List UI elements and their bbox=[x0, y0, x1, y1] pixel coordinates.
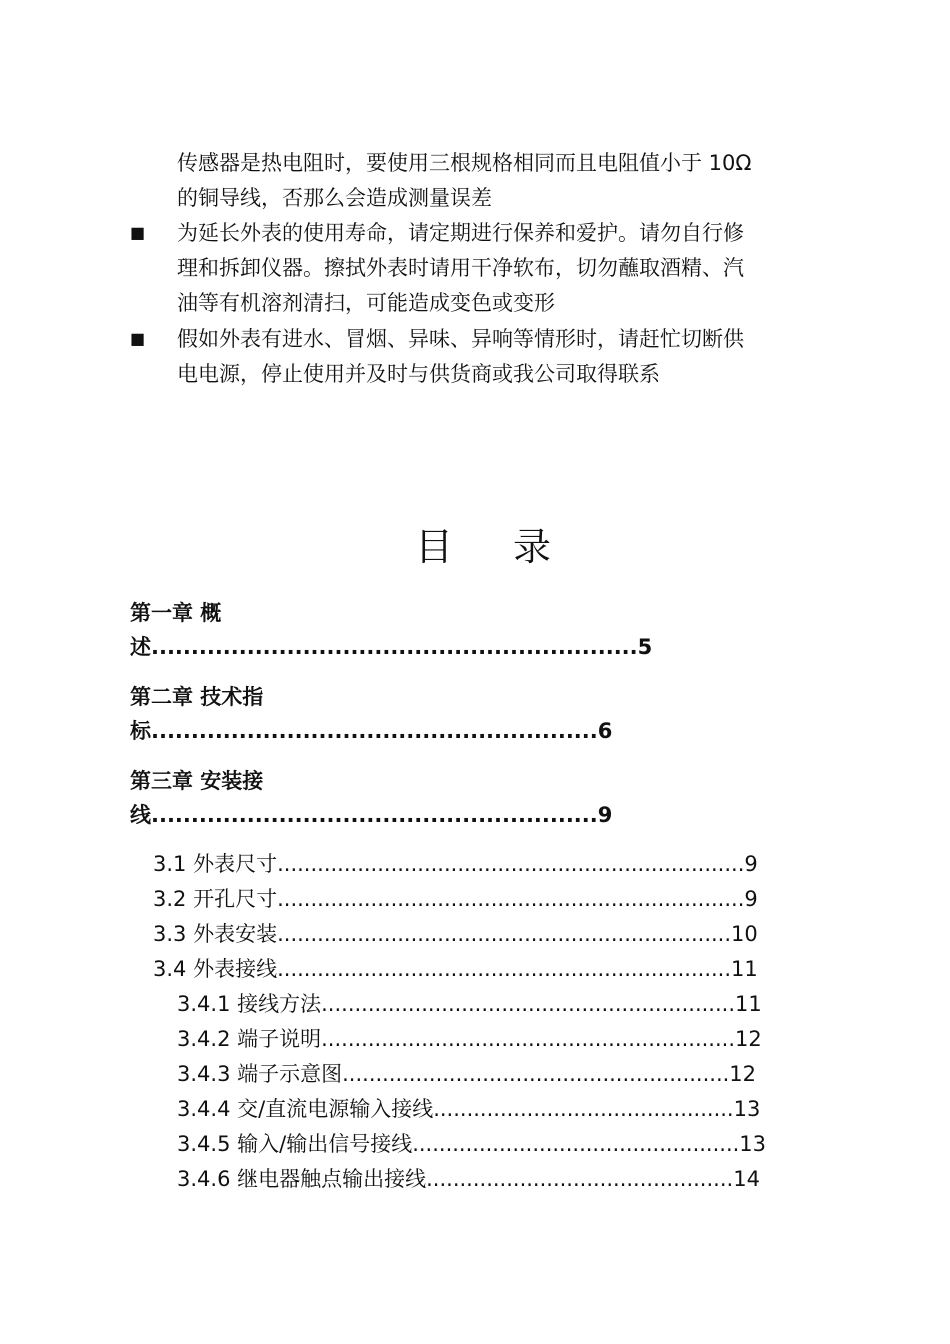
toc-chapter-2-text: 标 bbox=[130, 719, 151, 743]
toc-entry[interactable] bbox=[153, 886, 758, 912]
bullet-1-line-3: 油等有机溶剂清扫，可能造成变色或变形 bbox=[177, 291, 555, 315]
toc-entry-page: 11 bbox=[735, 992, 762, 1016]
toc-entry-text: 交/直流电源输入接线 bbox=[237, 1097, 434, 1121]
toc-entry[interactable] bbox=[177, 1061, 756, 1087]
toc-entry-dots: ............................................. bbox=[433, 1097, 734, 1121]
toc-chapter-3-page: 9 bbox=[597, 803, 613, 827]
toc-entry-dots: ...................................................................... bbox=[277, 887, 745, 911]
toc-entry-text: 输入/输出信号接线 bbox=[237, 1132, 413, 1156]
toc-entry-dots: .............................................. bbox=[426, 1167, 734, 1191]
toc-entry-dots: ................................................. bbox=[412, 1132, 740, 1156]
toc-entry-dots: .................................................................... bbox=[277, 922, 732, 946]
toc-chapter-1-title[interactable]: 第一章 概 bbox=[130, 601, 222, 625]
toc-entry-text: 继电器触点输出接线 bbox=[237, 1167, 427, 1191]
toc-entry-text: 接线方法 bbox=[237, 992, 322, 1016]
toc-chapter-1-text: 述 bbox=[130, 635, 151, 659]
toc-entry-number: 3.4 bbox=[153, 957, 187, 981]
toc-entry-text: 外表安装 bbox=[193, 922, 278, 946]
toc-title bbox=[415, 524, 551, 570]
toc-chapter-3-dots: ........................................................ bbox=[151, 803, 598, 827]
toc-entry-number: 3.4.4 bbox=[177, 1097, 231, 1121]
note-continuation-line-2: 的铜导线，否那么会造成测量误差 bbox=[177, 186, 492, 210]
toc-entry[interactable] bbox=[153, 956, 758, 982]
bullet-2-line-2: 电电源，停止使用并及时与供货商或我公司取得联系 bbox=[177, 362, 660, 386]
toc-entry-dots: .............................................................. bbox=[321, 992, 735, 1016]
toc-entry[interactable] bbox=[177, 1131, 766, 1157]
toc-entry-page: 12 bbox=[729, 1062, 757, 1086]
toc-entry-page: 10 bbox=[731, 922, 758, 946]
toc-entry-number: 3.1 bbox=[153, 852, 187, 876]
toc-entry-number: 3.4.6 bbox=[177, 1167, 231, 1191]
bullet-2-line-1: 假如外表有进水、冒烟、异味、异响等情形时，请赶忙切断供 bbox=[177, 327, 744, 351]
toc-entry[interactable] bbox=[153, 921, 758, 947]
toc-entry-page: 9 bbox=[744, 852, 758, 876]
bullet-marker: ■ bbox=[130, 223, 146, 242]
toc-entry-text: 外表尺寸 bbox=[193, 852, 278, 876]
toc-entry[interactable] bbox=[177, 1166, 760, 1192]
toc-entry-number: 3.4.1 bbox=[177, 992, 231, 1016]
toc-title-char-2: 录 bbox=[513, 525, 552, 569]
bullet-marker: ■ bbox=[130, 329, 146, 348]
toc-entry[interactable] bbox=[177, 991, 762, 1017]
toc-chapter-2-page: 6 bbox=[597, 719, 613, 743]
toc-entry-dots: .................................................................... bbox=[277, 957, 732, 981]
toc-entry-dots: ...................................................................... bbox=[277, 852, 745, 876]
toc-chapter-1-leader[interactable] bbox=[130, 634, 652, 660]
toc-entry-page: 13 bbox=[739, 1132, 767, 1156]
toc-entry-text: 外表接线 bbox=[193, 957, 278, 981]
bullet-1-line-1: 为延长外表的使用寿命，请定期进行保养和爱护。请勿自行修 bbox=[177, 221, 744, 245]
toc-entry-number: 3.3 bbox=[153, 922, 187, 946]
toc-entry-text: 端子说明 bbox=[237, 1027, 322, 1051]
toc-chapter-3-title[interactable]: 第三章 安装接 bbox=[130, 769, 264, 793]
toc-entry-text: 端子示意图 bbox=[237, 1062, 343, 1086]
toc-entry[interactable] bbox=[153, 851, 758, 877]
toc-chapter-3-text: 线 bbox=[130, 803, 151, 827]
toc-entry-number: 3.4.5 bbox=[177, 1132, 231, 1156]
toc-chapter-1-dots: ............................................................. bbox=[151, 635, 638, 659]
toc-chapter-3-leader[interactable] bbox=[130, 802, 612, 828]
toc-entry-number: 3.2 bbox=[153, 887, 187, 911]
toc-entry-number: 3.4.3 bbox=[177, 1062, 231, 1086]
toc-entry-page: 9 bbox=[744, 887, 758, 911]
toc-entry[interactable] bbox=[177, 1026, 762, 1052]
toc-chapter-2-leader[interactable] bbox=[130, 718, 612, 744]
toc-entry-page: 14 bbox=[733, 1167, 760, 1191]
toc-entry-page: 12 bbox=[735, 1027, 762, 1051]
toc-entry-page: 11 bbox=[731, 957, 758, 981]
toc-chapter-2-title[interactable]: 第二章 技术指 bbox=[130, 685, 264, 709]
toc-title-char-1: 目 bbox=[415, 525, 454, 569]
toc-entry-text: 开孔尺寸 bbox=[193, 887, 278, 911]
toc-chapter-1-page: 5 bbox=[637, 635, 653, 659]
toc-entry-dots: .......................................................... bbox=[342, 1062, 730, 1086]
toc-entry[interactable] bbox=[177, 1096, 760, 1122]
toc-entry-page: 13 bbox=[733, 1097, 761, 1121]
bullet-1-line-2: 理和拆卸仪器。擦拭外表时请用干净软布，切勿蘸取酒精、汽 bbox=[177, 256, 744, 280]
toc-entry-dots: .............................................................. bbox=[321, 1027, 735, 1051]
note-continuation-line-1: 传感器是热电阻时，要使用三根规格相同而且电阻值小于 10Ω bbox=[177, 151, 752, 175]
toc-chapter-2-dots: ........................................................ bbox=[151, 719, 598, 743]
toc-entry-number: 3.4.2 bbox=[177, 1027, 231, 1051]
